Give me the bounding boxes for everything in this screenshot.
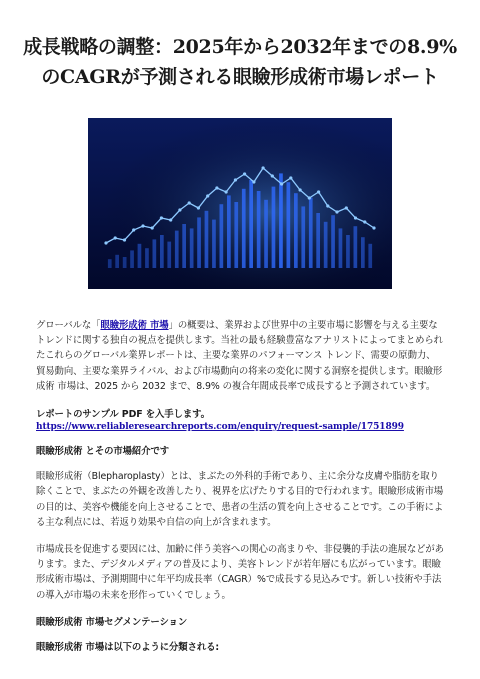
image-bar	[197, 217, 201, 268]
image-dot	[308, 196, 311, 199]
image-bar	[167, 242, 171, 268]
section-heading-segmentation: 眼瞼形成術 市場セグメンテーション	[36, 616, 188, 628]
image-dot	[289, 176, 292, 179]
image-dot	[317, 190, 320, 193]
image-dot	[234, 178, 237, 181]
image-dot	[169, 218, 172, 221]
image-bar	[294, 193, 298, 268]
image-bar	[160, 235, 164, 268]
market-graph-image	[88, 118, 392, 289]
image-dot	[123, 238, 126, 241]
image-bar	[309, 198, 313, 268]
image-bar	[212, 220, 216, 268]
image-bar	[205, 211, 209, 268]
image-bar	[354, 226, 358, 268]
image-dot	[280, 182, 283, 185]
page-title: 成長戦略の調整：2025年から2032年までの8.9%のCAGRが予測される眼瞼形成術市場レポート	[23, 36, 457, 88]
section-heading-classification: 眼瞼形成術 市場は以下のように分類される:	[36, 642, 220, 654]
intro-suffix: 」の概要は、業界および世界中の主要市場に影響を与える主要なトレンドに関する独自の視点を提供します。当社の最も経験豊富なアナリストによってまとめられたこれらのグローバル業界レポートは、主要な業界のパフォーマンス トレンド、需要の原動力、貿易動向、主要な業界ライバル、および市場動向の将来の変化に関する洞察を提供します。眼瞼形成術 市場は、2025 から 2032 まで、8.9% の複合年間成長率で成長すると予測されています。	[36, 320, 443, 392]
image-bar	[108, 259, 112, 268]
image-bar	[324, 222, 328, 268]
market-keyword-link[interactable]: 眼瞼形成術 市場	[100, 320, 169, 331]
image-dot	[132, 228, 135, 231]
image-dot	[104, 241, 107, 244]
image-bar	[153, 239, 157, 268]
section-paragraph-definition: 眼瞼形成術（Blepharoplasty）とは、まぶたの外科的手術であり、主に余分な皮膚や脂肪を取り除くことで、まぶたの外観を改善したり、視界を広げたりする目的で行われます。眼瞼形成術市場の目的は、美容や機能を向上させることで、患者の生活の質を向上させることです。この手術による主な利点には、若返り効果や自信の向上が含まれます。	[36, 471, 444, 528]
image-dot	[151, 226, 154, 229]
image-dot	[243, 172, 246, 175]
image-dot	[354, 216, 357, 219]
intro-paragraph	[36, 318, 444, 394]
image-dot	[345, 206, 348, 209]
image-bar	[301, 206, 305, 268]
image-dot	[335, 210, 338, 213]
image-bar	[272, 187, 276, 268]
image-bar	[115, 255, 119, 268]
image-dot	[262, 166, 265, 169]
image-dot	[271, 174, 274, 177]
image-dot	[188, 201, 191, 204]
image-bar	[175, 231, 179, 268]
image-bar	[138, 244, 142, 268]
image-bar	[287, 182, 291, 268]
image-bar	[249, 180, 253, 268]
image-bar	[279, 173, 283, 268]
image-bar	[316, 213, 320, 268]
image-dot	[197, 206, 200, 209]
image-bar	[123, 257, 127, 268]
section-heading-intro: 眼瞼形成術 とその市場紹介です	[36, 446, 170, 458]
image-bar	[190, 228, 194, 268]
image-dot	[372, 226, 375, 229]
article-body	[36, 318, 444, 665]
section-paragraph-growth: 市場成長を促進する要因には、加齢に伴う美容への関心の高まりや、非侵襲的手法の進展などがあります。また、デジタルメディアの普及により、美容トレンドが若年層にも広がっています。眼瞼形成術市場は、予測期間中に年平均成長率（CAGR）%で成長する見込みです。新しい技術や手法の導入が市場の未来を形作っていくでしょう。	[36, 544, 444, 601]
image-bar	[242, 189, 246, 268]
image-bar	[220, 204, 224, 268]
image-dot	[206, 194, 209, 197]
image-bar	[331, 215, 335, 268]
image-bar	[145, 248, 149, 268]
image-dot	[299, 188, 302, 191]
image-dot	[225, 190, 228, 193]
image-dot	[114, 236, 117, 239]
image-dot	[252, 180, 255, 183]
image-dot	[326, 204, 329, 207]
image-bar	[182, 224, 186, 268]
image-bar	[227, 195, 231, 268]
image-dot	[363, 220, 366, 223]
image-bar	[130, 250, 134, 268]
image-bar	[339, 228, 343, 268]
image-dot	[178, 208, 181, 211]
sample-pdf-text: レポートのサンプル PDF を入手します。	[36, 409, 210, 421]
image-bar	[361, 237, 365, 268]
image-dot	[160, 216, 163, 219]
image-dot	[141, 224, 144, 227]
image-dot	[215, 186, 218, 189]
intro-prefix: グローバルな「	[36, 320, 101, 331]
image-bar	[264, 200, 268, 268]
image-bar	[234, 202, 238, 268]
sample-pdf-link[interactable]: https://www.reliableresearchreports.com/enquiry/request-sample/1751899	[36, 422, 404, 433]
image-bar	[257, 191, 261, 268]
image-bar	[368, 244, 372, 268]
image-bar	[346, 235, 350, 268]
